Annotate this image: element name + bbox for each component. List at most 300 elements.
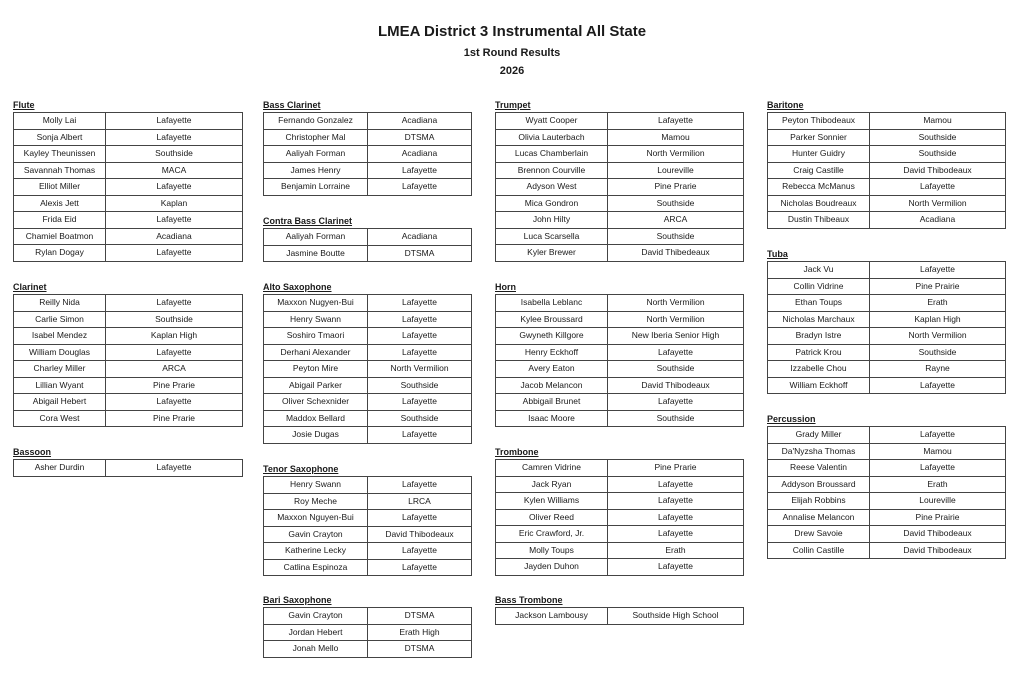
student-name-cell: Da'Nyzsha Thomas [768, 443, 870, 460]
student-name-cell: Jackson Lambousy [496, 608, 608, 625]
section-tuba [767, 248, 1006, 394]
table-row [496, 361, 744, 378]
school-cell: Pine Prarie [608, 460, 744, 477]
results-table [263, 228, 472, 262]
school-cell: Lafayette [106, 179, 243, 196]
student-name-cell: William Douglas [14, 344, 106, 361]
student-name-cell: Mica Gondron [496, 195, 608, 212]
school-cell: Acadiana [106, 228, 243, 245]
section-bari-sax [263, 594, 472, 658]
school-cell: DTSMA [368, 245, 472, 262]
student-name-cell: Parker Sonnier [768, 129, 870, 146]
table-row [264, 493, 472, 510]
student-name-cell: Lucas Chamberlain [496, 146, 608, 163]
student-name-cell: William Eckhoff [768, 377, 870, 394]
section-trombone [495, 446, 744, 576]
table-row [768, 262, 1006, 279]
table-row [768, 146, 1006, 163]
school-cell: Acadiana [368, 229, 472, 246]
section-alto-sax [263, 281, 472, 444]
results-table [495, 607, 744, 625]
results-table [767, 426, 1006, 559]
section-title: Trumpet [495, 100, 531, 110]
student-name-cell: Fernando Gonzalez [264, 113, 368, 130]
student-name-cell: Lillian Wyant [14, 377, 106, 394]
student-name-cell: Avery Eaton [496, 361, 608, 378]
results-table [263, 476, 472, 576]
student-name-cell: Peyton Mire [264, 361, 368, 378]
table-row [264, 624, 472, 641]
student-name-cell: Nicholas Boudreaux [768, 195, 870, 212]
school-cell: Mamou [870, 443, 1006, 460]
student-name-cell: Jasmine Boutte [264, 245, 368, 262]
school-cell: Pine Prarie [608, 179, 744, 196]
table-row [264, 245, 472, 262]
table-row [14, 179, 243, 196]
school-cell: ARCA [608, 212, 744, 229]
section-title: Tuba [767, 249, 788, 259]
section-clarinet [13, 281, 243, 427]
table-row [768, 377, 1006, 394]
student-name-cell: Henry Swann [264, 477, 368, 494]
table-row [496, 410, 744, 427]
table-row [264, 377, 472, 394]
student-name-cell: Henry Swann [264, 311, 368, 328]
school-cell: Southside [368, 410, 472, 427]
section-title: Horn [495, 282, 516, 292]
student-name-cell: Isabel Mendez [14, 328, 106, 345]
student-name-cell: Kyler Brewer [496, 245, 608, 262]
student-name-cell: Bradyn Istre [768, 328, 870, 345]
student-name-cell: Molly Toups [496, 542, 608, 559]
student-name-cell: Collin Vidrine [768, 278, 870, 295]
table-row [14, 129, 243, 146]
section-bass-trombone [495, 594, 744, 625]
school-cell: New Iberia Senior High [608, 328, 744, 345]
school-cell: Pine Prairie [870, 509, 1006, 526]
student-name-cell: Charley Miller [14, 361, 106, 378]
school-cell: Southside [870, 146, 1006, 163]
table-row [768, 328, 1006, 345]
student-name-cell: Rylan Dogay [14, 245, 106, 262]
student-name-cell: Jack Vu [768, 262, 870, 279]
table-row [768, 113, 1006, 130]
table-row [264, 394, 472, 411]
section-bassoon [13, 446, 243, 477]
student-name-cell: Jacob Melancon [496, 377, 608, 394]
school-cell: LRCA [368, 493, 472, 510]
school-cell: Southside [608, 361, 744, 378]
school-cell: David Thibodeaux [870, 162, 1006, 179]
student-name-cell: Dustin Thibeaux [768, 212, 870, 229]
table-row [264, 477, 472, 494]
table-row [496, 245, 744, 262]
student-name-cell: Chamiel Boatmon [14, 228, 106, 245]
table-row [264, 146, 472, 163]
page-title: LMEA District 3 Instrumental All State [377, 23, 647, 40]
school-cell: Erath [870, 476, 1006, 493]
table-row [768, 476, 1006, 493]
student-name-cell: Roy Meche [264, 493, 368, 510]
section-title: Bass Trombone [495, 595, 563, 605]
results-table [767, 261, 1006, 394]
student-name-cell: Aaliyah Forman [264, 146, 368, 163]
table-row [768, 129, 1006, 146]
school-cell: David Thibodeaux [368, 526, 472, 543]
student-name-cell: Camren Vidrine [496, 460, 608, 477]
school-cell: North Vermilion [608, 295, 744, 312]
student-name-cell: Patrick Krou [768, 344, 870, 361]
school-cell: Lafayette [870, 377, 1006, 394]
school-cell: Lafayette [608, 476, 744, 493]
table-row [496, 476, 744, 493]
page-year: 2026 [499, 65, 525, 77]
student-name-cell: Frida Eid [14, 212, 106, 229]
school-cell: Acadiana [870, 212, 1006, 229]
student-name-cell: Henry Eckhoff [496, 344, 608, 361]
school-cell: Kaplan High [106, 328, 243, 345]
table-row [768, 542, 1006, 559]
section-title: Bari Saxophone [263, 595, 332, 605]
school-cell: Lafayette [368, 344, 472, 361]
student-name-cell: Maxxon Nugyen-Bui [264, 295, 368, 312]
results-table [263, 607, 472, 658]
school-cell: Kaplan High [870, 311, 1006, 328]
student-name-cell: Savannah Thomas [14, 162, 106, 179]
table-row [14, 410, 243, 427]
student-name-cell: Molly Lai [14, 113, 106, 130]
school-cell: ARCA [106, 361, 243, 378]
student-name-cell: Kayley Theunissen [14, 146, 106, 163]
table-row [14, 361, 243, 378]
student-name-cell: Ethan Toups [768, 295, 870, 312]
table-row [496, 460, 744, 477]
school-cell: Lafayette [368, 427, 472, 444]
section-title: Bassoon [13, 447, 52, 457]
school-cell: North Vermilion [368, 361, 472, 378]
school-cell: Lafayette [870, 427, 1006, 444]
table-row [496, 542, 744, 559]
table-row [496, 509, 744, 526]
table-row [264, 311, 472, 328]
school-cell: Lafayette [870, 179, 1006, 196]
student-name-cell: Gavin Crayton [264, 526, 368, 543]
school-cell: Lafayette [368, 559, 472, 576]
page-subtitle: 1st Round Results [463, 47, 561, 59]
table-row [264, 129, 472, 146]
table-row [496, 526, 744, 543]
section-contra-bass-clarinet [263, 215, 472, 262]
student-name-cell: Maxxon Nguyen-Bui [264, 510, 368, 527]
table-row [496, 377, 744, 394]
table-row [264, 510, 472, 527]
results-table [13, 112, 243, 262]
school-cell: Lafayette [368, 295, 472, 312]
school-cell: Lafayette [106, 295, 243, 312]
student-name-cell: Addyson Broussard [768, 476, 870, 493]
table-row [264, 543, 472, 560]
section-baritone [767, 99, 1006, 229]
school-cell: Lafayette [608, 493, 744, 510]
school-cell: Southside [870, 344, 1006, 361]
table-row [768, 493, 1006, 510]
results-table [263, 112, 472, 196]
school-cell: Lafayette [368, 311, 472, 328]
student-name-cell: Derhani Alexander [264, 344, 368, 361]
student-name-cell: Adyson West [496, 179, 608, 196]
table-row [496, 146, 744, 163]
table-row [14, 311, 243, 328]
student-name-cell: Maddox Bellard [264, 410, 368, 427]
section-title: Contra Bass Clarinet [263, 216, 353, 226]
student-name-cell: Asher Durdin [14, 460, 106, 477]
table-row [768, 443, 1006, 460]
table-row [264, 526, 472, 543]
table-row [264, 608, 472, 625]
school-cell: Loureville [608, 162, 744, 179]
school-cell: Lafayette [106, 113, 243, 130]
school-cell: Lafayette [368, 477, 472, 494]
results-table [495, 294, 744, 427]
table-row [768, 344, 1006, 361]
student-name-cell: Olivia Lauterbach [496, 129, 608, 146]
student-name-cell: Brennon Courville [496, 162, 608, 179]
table-row [14, 328, 243, 345]
table-row [768, 179, 1006, 196]
table-row [264, 328, 472, 345]
school-cell: Lafayette [368, 510, 472, 527]
school-cell: Pine Prarie [106, 377, 243, 394]
table-row [14, 377, 243, 394]
school-cell: MACA [106, 162, 243, 179]
school-cell: Pine Prairie [870, 278, 1006, 295]
school-cell: Southside [106, 311, 243, 328]
student-name-cell: Alexis Jett [14, 195, 106, 212]
school-cell: Lafayette [608, 559, 744, 576]
section-title: Flute [13, 100, 35, 110]
table-row [496, 311, 744, 328]
student-name-cell: Isabella Leblanc [496, 295, 608, 312]
table-row [264, 427, 472, 444]
school-cell: Lafayette [368, 328, 472, 345]
school-cell: North Vermilion [608, 146, 744, 163]
section-title: Alto Saxophone [263, 282, 332, 292]
school-cell: Erath [608, 542, 744, 559]
school-cell: Mamou [870, 113, 1006, 130]
table-row [768, 460, 1006, 477]
table-row [264, 162, 472, 179]
student-name-cell: Kylen Williams [496, 493, 608, 510]
student-name-cell: Oliver Reed [496, 509, 608, 526]
table-row [496, 162, 744, 179]
student-name-cell: Jack Ryan [496, 476, 608, 493]
table-row [768, 212, 1006, 229]
student-name-cell: Kylee Broussard [496, 311, 608, 328]
student-name-cell: John Hilty [496, 212, 608, 229]
student-name-cell: Rebecca McManus [768, 179, 870, 196]
student-name-cell: James Henry [264, 162, 368, 179]
section-title: Baritone [767, 100, 804, 110]
table-row [496, 344, 744, 361]
table-row [14, 212, 243, 229]
table-row [14, 228, 243, 245]
school-cell: Erath [870, 295, 1006, 312]
results-table [13, 459, 243, 477]
school-cell: Lafayette [870, 460, 1006, 477]
school-cell: Lafayette [608, 526, 744, 543]
school-cell: Southside [608, 195, 744, 212]
school-cell: Southside [106, 146, 243, 163]
student-name-cell: Gavin Crayton [264, 608, 368, 625]
student-name-cell: Reese Valentin [768, 460, 870, 477]
school-cell: Lafayette [608, 113, 744, 130]
section-title: Percussion [767, 414, 816, 424]
school-cell: Lafayette [106, 245, 243, 262]
section-trumpet [495, 99, 744, 262]
school-cell: Lafayette [368, 543, 472, 560]
section-title: Bass Clarinet [263, 100, 321, 110]
student-name-cell: Sonja Albert [14, 129, 106, 146]
school-cell: Mamou [608, 129, 744, 146]
student-name-cell: Annalise Melancon [768, 509, 870, 526]
student-name-cell: Abigail Hebert [14, 394, 106, 411]
school-cell: Lafayette [608, 509, 744, 526]
table-row [14, 195, 243, 212]
school-cell: David Thibodeaux [608, 377, 744, 394]
school-cell: Lafayette [368, 394, 472, 411]
table-row [496, 493, 744, 510]
school-cell: DTSMA [368, 129, 472, 146]
school-cell: Lafayette [106, 212, 243, 229]
student-name-cell: Christopher Mal [264, 129, 368, 146]
section-tenor-sax [263, 463, 472, 576]
school-cell: North Vermilion [870, 328, 1006, 345]
section-bass-clarinet [263, 99, 472, 196]
table-row [768, 509, 1006, 526]
table-row [496, 113, 744, 130]
student-name-cell: Drew Savoie [768, 526, 870, 543]
school-cell: Lafayette [106, 344, 243, 361]
school-cell: Pine Prarie [106, 410, 243, 427]
student-name-cell: Wyatt Cooper [496, 113, 608, 130]
student-name-cell: Reilly Nida [14, 295, 106, 312]
table-row [14, 162, 243, 179]
school-cell: Southside [608, 228, 744, 245]
school-cell: Lafayette [608, 394, 744, 411]
school-cell: Southside High School [608, 608, 744, 625]
table-row [264, 229, 472, 246]
student-name-cell: Abigail Parker [264, 377, 368, 394]
school-cell: Loureville [870, 493, 1006, 510]
table-row [496, 179, 744, 196]
table-row [768, 195, 1006, 212]
student-name-cell: Gwyneth Killgore [496, 328, 608, 345]
results-table [495, 459, 744, 576]
student-name-cell: Peyton Thibodeaux [768, 113, 870, 130]
table-row [496, 129, 744, 146]
table-row [768, 162, 1006, 179]
school-cell: Rayne [870, 361, 1006, 378]
table-row [496, 212, 744, 229]
school-cell: Lafayette [368, 162, 472, 179]
table-row [14, 113, 243, 130]
school-cell: Acadiana [368, 146, 472, 163]
student-name-cell: Luca Scarsella [496, 228, 608, 245]
school-cell: Kaplan [106, 195, 243, 212]
school-cell: North Vermilion [608, 311, 744, 328]
student-name-cell: Aaliyah Forman [264, 229, 368, 246]
table-row [768, 361, 1006, 378]
table-row [14, 146, 243, 163]
student-name-cell: Cora West [14, 410, 106, 427]
school-cell: Lafayette [106, 129, 243, 146]
school-cell: Lafayette [106, 460, 243, 477]
table-row [14, 245, 243, 262]
table-row [264, 295, 472, 312]
student-name-cell: Izzabelle Chou [768, 361, 870, 378]
student-name-cell: Benjamin Lorraine [264, 179, 368, 196]
section-flute [13, 99, 243, 262]
table-row [496, 608, 744, 625]
table-row [14, 344, 243, 361]
student-name-cell: Josie Dugas [264, 427, 368, 444]
section-horn [495, 281, 744, 427]
table-row [264, 410, 472, 427]
section-title: Clarinet [13, 282, 47, 292]
student-name-cell: Grady Miller [768, 427, 870, 444]
school-cell: Lafayette [368, 179, 472, 196]
student-name-cell: Abbigail Brunet [496, 394, 608, 411]
table-row [264, 361, 472, 378]
table-row [14, 394, 243, 411]
student-name-cell: Soshiro Tmaori [264, 328, 368, 345]
results-table [263, 294, 472, 444]
table-row [496, 295, 744, 312]
student-name-cell: Oliver Schexnider [264, 394, 368, 411]
school-cell: DTSMA [368, 608, 472, 625]
student-name-cell: Isaac Moore [496, 410, 608, 427]
results-table [495, 112, 744, 262]
table-row [496, 328, 744, 345]
table-row [768, 427, 1006, 444]
table-row [264, 344, 472, 361]
school-cell: Erath High [368, 624, 472, 641]
table-row [14, 460, 243, 477]
table-row [496, 559, 744, 576]
school-cell: David Thibedeaux [608, 245, 744, 262]
school-cell: David Thibodeaux [870, 526, 1006, 543]
student-name-cell: Catlina Espinoza [264, 559, 368, 576]
section-percussion [767, 413, 1006, 559]
school-cell: David Thibodeaux [870, 542, 1006, 559]
student-name-cell: Elijah Robbins [768, 493, 870, 510]
table-row [264, 559, 472, 576]
table-row [264, 179, 472, 196]
student-name-cell: Katherine Lecky [264, 543, 368, 560]
school-cell: Southside [870, 129, 1006, 146]
table-row [768, 526, 1006, 543]
school-cell: DTSMA [368, 641, 472, 658]
school-cell: Southside [368, 377, 472, 394]
table-row [768, 278, 1006, 295]
school-cell: Lafayette [608, 344, 744, 361]
student-name-cell: Eric Crawford, Jr. [496, 526, 608, 543]
table-row [768, 311, 1006, 328]
section-title: Tenor Saxophone [263, 464, 339, 474]
table-row [496, 228, 744, 245]
table-row [264, 113, 472, 130]
student-name-cell: Jonah Mello [264, 641, 368, 658]
